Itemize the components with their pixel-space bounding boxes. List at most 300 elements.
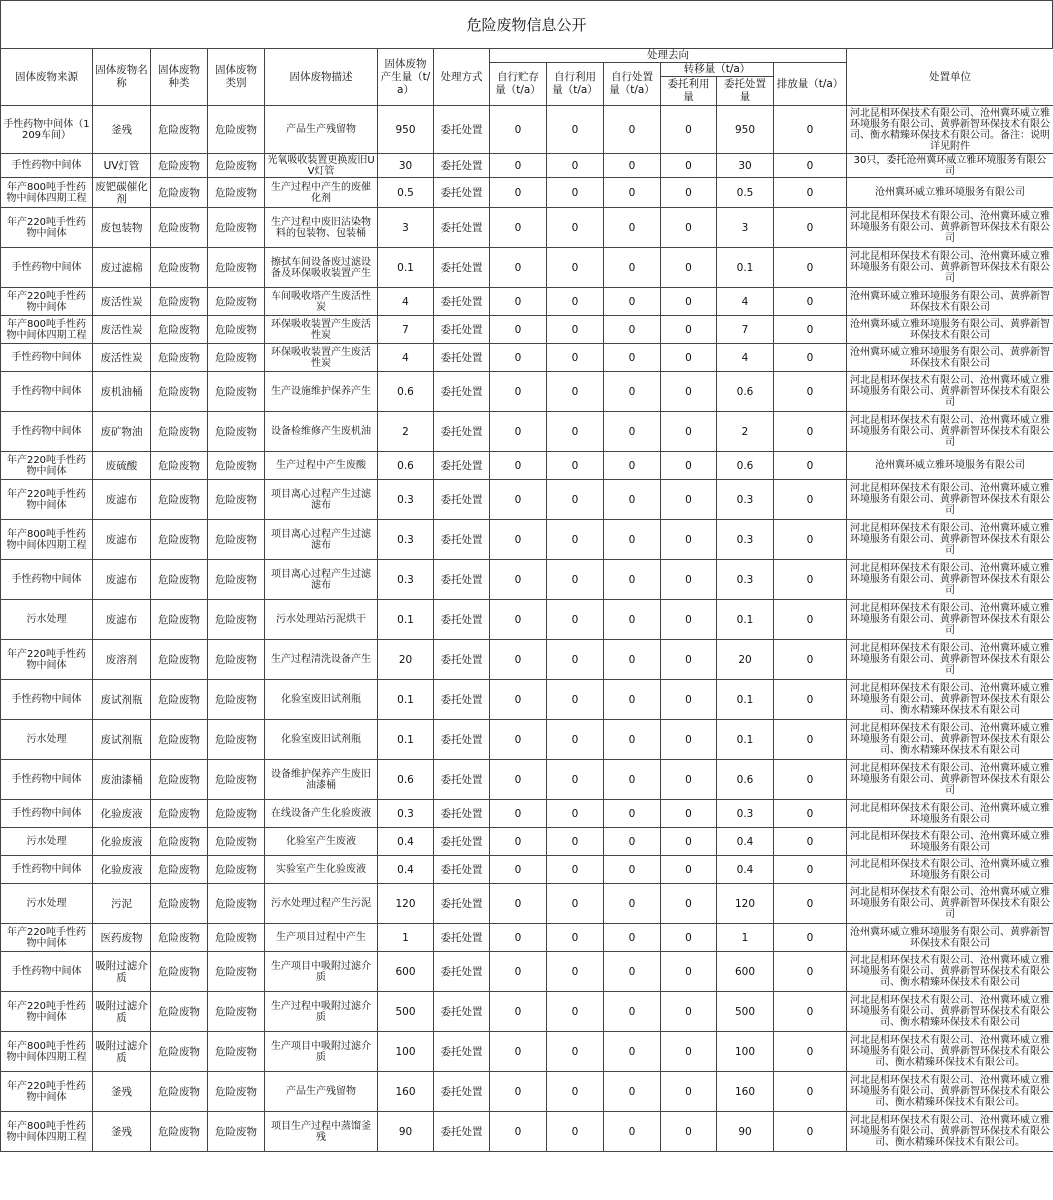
cell-amount: 3 [378,208,434,248]
table-row [1,1112,1053,1152]
cell-category: 危险废物 [208,560,265,600]
cell-method: 委托处置 [434,520,490,560]
cell-kind: 危险废物 [151,178,208,208]
cell-entrust-use: 0 [661,924,717,952]
cell-method: 委托处置 [434,640,490,680]
cell-kind: 危险废物 [151,452,208,480]
cell-desc: 实验室产生化验废液 [265,856,378,884]
cell-unit: 河北昆相环保技术有限公司、沧州冀环威立雅环境服务有限公司、黄骅新智环保技术有限公司、衡水精臻环保技术有限公司。 [847,1032,1053,1072]
cell-unit: 河北昆相环保技术有限公司、沧州冀环威立雅环境服务有限公司、黄骅新智环保技术有限公司 [847,372,1053,412]
cell-desc: 化验室产生废液 [265,828,378,856]
cell-kind: 危险废物 [151,372,208,412]
cell-amount: 0.1 [378,600,434,640]
cell-unit: 河北昆相环保技术有限公司、沧州冀环威立雅环境服务有限公司、黄骅新智环保技术有限公司 [847,600,1053,640]
cell-desc: 生产过程中废旧沾染物料的包装物、包装桶 [265,208,378,248]
cell-name: UV灯管 [93,154,151,178]
cell-entrust-use: 0 [661,760,717,800]
cell-unit: 河北昆相环保技术有限公司、沧州冀环威立雅环境服务有限公司、黄骅新智环保技术有限公司 [847,884,1053,924]
cell-desc: 项目离心过程产生过滤滤布 [265,560,378,600]
cell-desc: 产品生产残留物 [265,106,378,154]
cell-self-dispose: 0 [604,248,661,288]
table-row [1,288,1053,316]
cell-kind: 危险废物 [151,680,208,720]
cell-entrust-dispose: 0.4 [717,856,774,884]
cell-self-use: 0 [547,178,604,208]
cell-self-use: 0 [547,412,604,452]
cell-category: 危险废物 [208,952,265,992]
cell-kind: 危险废物 [151,560,208,600]
table-row [1,952,1053,992]
cell-amount: 0.3 [378,520,434,560]
cell-name: 釜残 [93,106,151,154]
cell-self-store: 0 [490,884,547,924]
cell-name: 废机油桶 [93,372,151,412]
cell-desc: 化验室废旧试剂瓶 [265,720,378,760]
cell-category: 危险废物 [208,372,265,412]
cell-self-dispose: 0 [604,1032,661,1072]
table-row [1,924,1053,952]
cell-name: 废滤布 [93,480,151,520]
cell-unit: 沧州冀环威立雅环境服务有限公司、黄骅新智环保技术有限公司 [847,344,1053,372]
cell-self-dispose: 0 [604,316,661,344]
cell-category: 危险废物 [208,884,265,924]
cell-entrust-dispose: 2 [717,412,774,452]
cell-amount: 0.6 [378,452,434,480]
cell-self-dispose: 0 [604,178,661,208]
cell-discharge: 0 [774,288,847,316]
cell-name: 废滤布 [93,560,151,600]
cell-kind: 危险废物 [151,208,208,248]
cell-category: 危险废物 [208,154,265,178]
cell-self-dispose: 0 [604,452,661,480]
cell-self-store: 0 [490,560,547,600]
cell-entrust-dispose: 0.4 [717,828,774,856]
cell-source: 污水处理 [1,720,93,760]
cell-self-use: 0 [547,828,604,856]
cell-self-store: 0 [490,344,547,372]
cell-name: 废矿物油 [93,412,151,452]
cell-entrust-dispose: 0.3 [717,480,774,520]
cell-entrust-dispose: 20 [717,640,774,680]
cell-category: 危险废物 [208,1112,265,1152]
cell-amount: 0.4 [378,828,434,856]
cell-unit: 河北昆相环保技术有限公司、沧州冀环威立雅环境服务有限公司、黄骅新智环保技术有限公司、衡水精臻环保技术有限公司。 [847,1112,1053,1152]
cell-category: 危险废物 [208,288,265,316]
cell-amount: 30 [378,154,434,178]
cell-discharge: 0 [774,720,847,760]
table-row [1,856,1053,884]
cell-entrust-dispose: 0.6 [717,372,774,412]
cell-amount: 0.3 [378,480,434,520]
cell-self-use: 0 [547,452,604,480]
cell-kind: 危险废物 [151,992,208,1032]
cell-self-use: 0 [547,720,604,760]
cell-desc: 项目离心过程产生过滤滤布 [265,520,378,560]
cell-self-use: 0 [547,208,604,248]
cell-entrust-use: 0 [661,520,717,560]
cell-desc: 生产过程清洗设备产生 [265,640,378,680]
cell-name: 废试剂瓶 [93,720,151,760]
cell-amount: 0.6 [378,372,434,412]
header-method: 处理方式 [434,49,490,106]
cell-discharge: 0 [774,600,847,640]
cell-self-store: 0 [490,1032,547,1072]
cell-amount: 0.1 [378,248,434,288]
cell-method: 委托处置 [434,178,490,208]
cell-method: 委托处置 [434,288,490,316]
header-category: 固体废物类别 [208,49,265,106]
cell-unit: 河北昆相环保技术有限公司、沧州冀环威立雅环境服务有限公司、黄骅新智环保技术有限公司、衡水精臻环保技术有限公司。备注：说明详见附件 [847,106,1053,154]
cell-unit: 河北昆相环保技术有限公司、沧州冀环威立雅环境服务有限公司、黄骅新智环保技术有限公司 [847,640,1053,680]
cell-category: 危险废物 [208,1032,265,1072]
cell-entrust-use: 0 [661,178,717,208]
cell-entrust-dispose: 4 [717,344,774,372]
cell-source: 手性药物中间体 [1,760,93,800]
cell-amount: 4 [378,288,434,316]
cell-self-dispose: 0 [604,372,661,412]
cell-kind: 危险废物 [151,952,208,992]
cell-desc: 环保吸收装置产生废活性炭 [265,344,378,372]
cell-unit: 河北昆相环保技术有限公司、沧州冀环威立雅环境服务有限公司、黄骅新智环保技术有限公司 [847,480,1053,520]
cell-self-store: 0 [490,1112,547,1152]
cell-self-store: 0 [490,208,547,248]
cell-desc: 设备维护保养产生废旧油漆桶 [265,760,378,800]
cell-name: 化验废液 [93,828,151,856]
header-transfer: 转移量（t/a） [661,63,774,77]
cell-method: 委托处置 [434,344,490,372]
cell-name: 废试剂瓶 [93,680,151,720]
table-row [1,992,1053,1032]
header-entrust-dispose: 委托处置量 [717,77,774,106]
cell-kind: 危险废物 [151,1112,208,1152]
cell-category: 危险废物 [208,600,265,640]
cell-entrust-dispose: 600 [717,952,774,992]
cell-name: 化验废液 [93,800,151,828]
cell-unit: 30只，委托沧州冀环威立雅环境服务有限公司 [847,154,1053,178]
table-row [1,600,1053,640]
cell-self-dispose: 0 [604,106,661,154]
cell-self-use: 0 [547,248,604,288]
cell-self-dispose: 0 [604,884,661,924]
cell-desc: 生产过程中吸附过滤介质 [265,992,378,1032]
cell-method: 委托处置 [434,884,490,924]
cell-unit: 河北昆相环保技术有限公司、沧州冀环威立雅环境服务有限公司、黄骅新智环保技术有限公司 [847,412,1053,452]
cell-entrust-use: 0 [661,412,717,452]
cell-method: 委托处置 [434,992,490,1032]
cell-kind: 危险废物 [151,316,208,344]
cell-entrust-use: 0 [661,952,717,992]
cell-entrust-dispose: 0.3 [717,800,774,828]
cell-self-store: 0 [490,640,547,680]
cell-method: 委托处置 [434,248,490,288]
cell-source: 手性药物中间体 [1,952,93,992]
table-row [1,372,1053,412]
cell-self-dispose: 0 [604,720,661,760]
table-row [1,106,1053,154]
cell-entrust-dispose: 0.3 [717,520,774,560]
header-name: 固体废物名称 [93,49,151,106]
cell-self-dispose: 0 [604,924,661,952]
cell-self-use: 0 [547,924,604,952]
cell-self-store: 0 [490,480,547,520]
header-entrust-use: 委托利用量 [661,77,717,106]
cell-kind: 危险废物 [151,288,208,316]
cell-entrust-dispose: 4 [717,288,774,316]
cell-self-store: 0 [490,106,547,154]
cell-discharge: 0 [774,952,847,992]
cell-amount: 0.4 [378,856,434,884]
table-row [1,480,1053,520]
cell-kind: 危险废物 [151,884,208,924]
cell-name: 污泥 [93,884,151,924]
cell-unit: 沧州冀环威立雅环境服务有限公司 [847,178,1053,208]
cell-entrust-dispose: 0.3 [717,560,774,600]
table-row [1,828,1053,856]
cell-unit: 河北昆相环保技术有限公司、沧州冀环威立雅环境服务有限公司 [847,828,1053,856]
cell-self-store: 0 [490,372,547,412]
cell-name: 废钯碳催化剂 [93,178,151,208]
cell-method: 委托处置 [434,1032,490,1072]
cell-category: 危险废物 [208,316,265,344]
cell-entrust-use: 0 [661,452,717,480]
cell-discharge: 0 [774,884,847,924]
cell-kind: 危险废物 [151,480,208,520]
cell-discharge: 0 [774,680,847,720]
cell-discharge: 0 [774,480,847,520]
table-row [1,344,1053,372]
cell-self-use: 0 [547,952,604,992]
cell-self-use: 0 [547,600,604,640]
cell-entrust-dispose: 500 [717,992,774,1032]
cell-kind: 危险废物 [151,1032,208,1072]
cell-kind: 危险废物 [151,106,208,154]
cell-desc: 环保吸收装置产生废活性炭 [265,316,378,344]
cell-source: 手性药物中间体 [1,680,93,720]
cell-discharge: 0 [774,248,847,288]
cell-discharge: 0 [774,1072,847,1112]
cell-kind: 危险废物 [151,412,208,452]
cell-name: 化验废液 [93,856,151,884]
cell-entrust-dispose: 100 [717,1032,774,1072]
cell-source: 手性药物中间体 [1,412,93,452]
cell-self-use: 0 [547,992,604,1032]
cell-source: 污水处理 [1,884,93,924]
cell-desc: 生产过程中产生废酸 [265,452,378,480]
cell-desc: 生产项目中吸附过滤介质 [265,952,378,992]
cell-category: 危险废物 [208,520,265,560]
cell-self-store: 0 [490,680,547,720]
table-row [1,640,1053,680]
cell-desc: 化验室废旧试剂瓶 [265,680,378,720]
cell-amount: 0.3 [378,560,434,600]
cell-self-dispose: 0 [604,520,661,560]
cell-kind: 危险废物 [151,154,208,178]
cell-category: 危险废物 [208,452,265,480]
cell-method: 委托处置 [434,1072,490,1112]
cell-name: 吸附过滤介质 [93,1032,151,1072]
cell-entrust-use: 0 [661,640,717,680]
cell-source: 年产220吨手性药物中间体 [1,924,93,952]
cell-entrust-dispose: 0.1 [717,720,774,760]
cell-source: 手性药物中间体（1209车间） [1,106,93,154]
table-row [1,178,1053,208]
header-direction: 处理去向 [490,49,847,63]
cell-entrust-use: 0 [661,316,717,344]
cell-method: 委托处置 [434,600,490,640]
header-source: 固体废物来源 [1,49,93,106]
cell-self-use: 0 [547,1112,604,1152]
cell-desc: 项目生产过程中蒸馏釜残 [265,1112,378,1152]
cell-amount: 2 [378,412,434,452]
cell-discharge: 0 [774,560,847,600]
table-row [1,520,1053,560]
cell-amount: 500 [378,992,434,1032]
cell-kind: 危险废物 [151,520,208,560]
cell-source: 手性药物中间体 [1,856,93,884]
cell-entrust-dispose: 120 [717,884,774,924]
cell-discharge: 0 [774,208,847,248]
cell-entrust-dispose: 90 [717,1112,774,1152]
cell-self-dispose: 0 [604,952,661,992]
cell-desc: 生产项目过程中产生 [265,924,378,952]
cell-source: 年产800吨手性药物中间体四期工程 [1,178,93,208]
cell-self-use: 0 [547,884,604,924]
cell-source: 年产800吨手性药物中间体四期工程 [1,520,93,560]
cell-self-store: 0 [490,452,547,480]
cell-self-dispose: 0 [604,344,661,372]
cell-amount: 600 [378,952,434,992]
cell-self-store: 0 [490,856,547,884]
cell-entrust-use: 0 [661,1112,717,1152]
cell-amount: 0.3 [378,800,434,828]
cell-source: 年产800吨手性药物中间体四期工程 [1,316,93,344]
cell-self-store: 0 [490,520,547,560]
cell-discharge: 0 [774,344,847,372]
cell-self-use: 0 [547,480,604,520]
cell-unit: 河北昆相环保技术有限公司、沧州冀环威立雅环境服务有限公司、黄骅新智环保技术有限公司、衡水精臻环保技术有限公司 [847,952,1053,992]
cell-amount: 100 [378,1032,434,1072]
cell-entrust-use: 0 [661,288,717,316]
cell-self-use: 0 [547,344,604,372]
cell-kind: 危险废物 [151,828,208,856]
cell-source: 年产220吨手性药物中间体 [1,208,93,248]
cell-category: 危险废物 [208,480,265,520]
cell-name: 废滤布 [93,520,151,560]
cell-self-dispose: 0 [604,1072,661,1112]
cell-kind: 危险废物 [151,800,208,828]
cell-discharge: 0 [774,1112,847,1152]
cell-self-dispose: 0 [604,856,661,884]
cell-unit: 河北昆相环保技术有限公司、沧州冀环威立雅环境服务有限公司 [847,800,1053,828]
header-discharge: 排放量（t/a） [774,63,847,106]
cell-unit: 河北昆相环保技术有限公司、沧州冀环威立雅环境服务有限公司、黄骅新智环保技术有限公司 [847,248,1053,288]
cell-desc: 污水处理站污泥烘干 [265,600,378,640]
table-row [1,452,1053,480]
cell-self-store: 0 [490,760,547,800]
header-kind: 固体废物种类 [151,49,208,106]
cell-discharge: 0 [774,856,847,884]
cell-unit: 沧州冀环威立雅环境服务有限公司、黄骅新智环保技术有限公司 [847,288,1053,316]
cell-name: 医药废物 [93,924,151,952]
cell-desc: 设备检维修产生废机油 [265,412,378,452]
cell-kind: 危险废物 [151,856,208,884]
cell-name: 吸附过滤介质 [93,952,151,992]
cell-entrust-use: 0 [661,720,717,760]
cell-self-dispose: 0 [604,640,661,680]
cell-unit: 河北昆相环保技术有限公司、沧州冀环威立雅环境服务有限公司、黄骅新智环保技术有限公司 [847,760,1053,800]
cell-entrust-dispose: 0.1 [717,680,774,720]
cell-unit: 沧州冀环威立雅环境服务有限公司、黄骅新智环保技术有限公司 [847,924,1053,952]
cell-self-dispose: 0 [604,992,661,1032]
header-self-store: 自行贮存量（t/a） [490,63,547,106]
cell-source: 手性药物中间体 [1,800,93,828]
cell-entrust-use: 0 [661,106,717,154]
cell-self-use: 0 [547,640,604,680]
cell-source: 污水处理 [1,828,93,856]
cell-self-dispose: 0 [604,828,661,856]
cell-entrust-dispose: 0.5 [717,178,774,208]
cell-self-dispose: 0 [604,760,661,800]
cell-entrust-use: 0 [661,992,717,1032]
cell-amount: 0.5 [378,178,434,208]
cell-self-dispose: 0 [604,412,661,452]
hazardous-waste-table [0,48,1053,1152]
cell-method: 委托处置 [434,856,490,884]
cell-self-use: 0 [547,560,604,600]
cell-amount: 0.6 [378,760,434,800]
cell-self-dispose: 0 [604,208,661,248]
cell-source: 年产220吨手性药物中间体 [1,452,93,480]
cell-entrust-use: 0 [661,154,717,178]
cell-self-store: 0 [490,800,547,828]
cell-entrust-use: 0 [661,884,717,924]
cell-method: 委托处置 [434,1112,490,1152]
cell-amount: 950 [378,106,434,154]
cell-method: 委托处置 [434,452,490,480]
cell-name: 废活性炭 [93,288,151,316]
cell-desc: 光氧吸收装置更换废旧UV灯管 [265,154,378,178]
table-row [1,760,1053,800]
page-title: 危险废物信息公开 [0,0,1053,48]
cell-method: 委托处置 [434,208,490,248]
cell-self-dispose: 0 [604,288,661,316]
cell-self-store: 0 [490,952,547,992]
cell-entrust-dispose: 1 [717,924,774,952]
cell-source: 手性药物中间体 [1,248,93,288]
cell-entrust-use: 0 [661,1032,717,1072]
cell-kind: 危险废物 [151,924,208,952]
cell-entrust-use: 0 [661,248,717,288]
cell-entrust-use: 0 [661,856,717,884]
cell-name: 废过滤棉 [93,248,151,288]
cell-self-use: 0 [547,154,604,178]
cell-amount: 20 [378,640,434,680]
cell-kind: 危险废物 [151,1072,208,1112]
cell-desc: 擦拭车间设备废过滤设备及环保吸收装置产生 [265,248,378,288]
cell-self-dispose: 0 [604,1112,661,1152]
cell-unit: 河北昆相环保技术有限公司、沧州冀环威立雅环境服务有限公司、黄骅新智环保技术有限公司、衡水精臻环保技术有限公司 [847,720,1053,760]
cell-self-use: 0 [547,760,604,800]
table-row [1,800,1053,828]
cell-entrust-use: 0 [661,800,717,828]
cell-entrust-use: 0 [661,600,717,640]
cell-kind: 危险废物 [151,640,208,680]
cell-entrust-dispose: 160 [717,1072,774,1112]
cell-self-use: 0 [547,800,604,828]
cell-self-dispose: 0 [604,154,661,178]
cell-entrust-use: 0 [661,680,717,720]
table-row [1,560,1053,600]
